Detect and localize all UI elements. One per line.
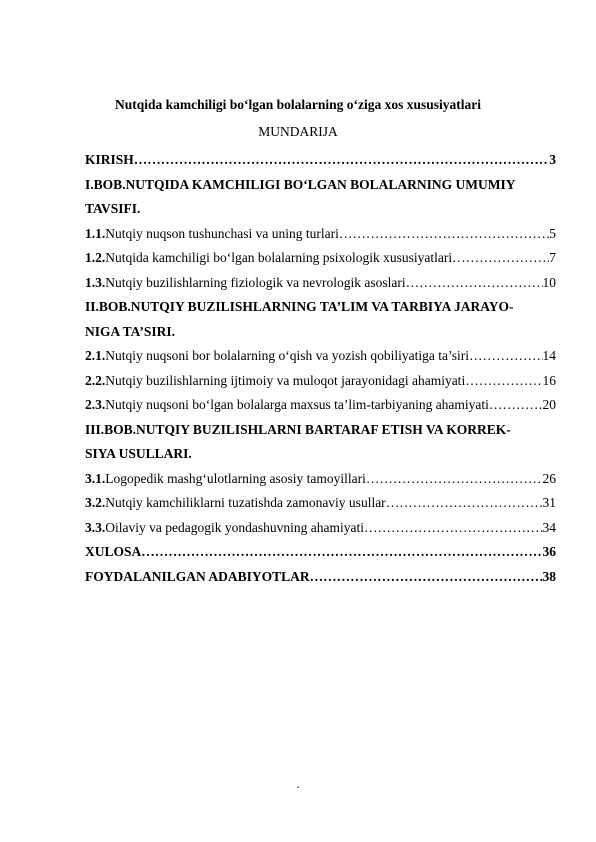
toc-page-number: 5 [549, 225, 556, 241]
document-title: Nutqida kamchiligi bo‘lgan bolalarning o‘ziga xos xususiyatlari [114, 97, 482, 112]
toc-entry-conclusion[interactable] [85, 540, 556, 565]
toc-page-number: 14 [542, 348, 556, 363]
chapter-1-heading-cont: TAVSIFI. [85, 201, 141, 216]
dot-leader [141, 540, 542, 565]
section-number: 1.3. [85, 274, 106, 290]
toc-page-number: 31 [542, 495, 556, 510]
section-number: 1.1. [85, 225, 106, 241]
section-number: 2.3. [85, 397, 106, 412]
toc-page-number: 7 [549, 250, 556, 265]
section-title: Nutqiy nuqson tushunchasi va uning turlari [105, 225, 339, 241]
toc-entry-label: KIRISH [85, 152, 134, 167]
toc-heading: MUNDARIJA [258, 124, 338, 139]
dot-leader [469, 344, 543, 369]
toc-entry-references[interactable] [85, 565, 556, 590]
dot-leader [465, 369, 542, 394]
footer-mark: . [296, 777, 300, 791]
dot-leader [489, 393, 543, 418]
section-title: Nutqiy kamchiliklarni tuzatishda zamonaviy usullar [105, 495, 386, 510]
chapter-3-heading-cont: SIYA USULLARI. [85, 446, 192, 461]
chapter-3-heading[interactable]: III.BOB.NUTQIY BUZILISHLARNI BARTARAF ETISH VA KORREK- [85, 421, 511, 437]
dot-leader [339, 222, 549, 247]
section-title: Nutqiy buzilishlarning ijtimoiy va muloqot jarayonidagi ahamiyati [105, 372, 466, 388]
toc-page-number: 3 [549, 152, 556, 167]
section-title: Logopedik mashg‘ulotlarning asosiy tamoyillari [105, 470, 366, 486]
toc-entry-label: FOYDALANILGAN ADABIYOTLAR [85, 568, 310, 584]
dot-leader [310, 565, 543, 590]
section-title: Nutqiy nuqsoni bo‘lgan bolalarga maxsus ta’lim-tarbiyaning ahamiyati [105, 397, 489, 412]
toc-entry[interactable] [85, 369, 556, 394]
toc-entry-intro[interactable] [85, 148, 556, 173]
dot-leader [134, 148, 549, 173]
toc-entry[interactable] [85, 491, 556, 516]
dot-leader [386, 491, 543, 516]
toc-entry[interactable] [85, 344, 556, 369]
toc-page-number: 36 [542, 544, 556, 559]
chapter-2-heading[interactable]: II.BOB.NUTQIY BUZILISHLARNING TA’LIM VA TARBIYA JARAYO- [85, 299, 514, 314]
chapter-2-heading-cont: NIGA TA’SIRI. [85, 323, 176, 339]
dot-leader [452, 246, 549, 271]
toc-page-number: 26 [542, 470, 556, 486]
toc-page-number: 34 [542, 519, 556, 535]
toc-page-number: 20 [542, 397, 556, 412]
section-number: 3.3. [85, 519, 106, 535]
section-number: 3.1. [85, 470, 106, 486]
toc-page-number: 10 [542, 274, 556, 290]
toc-entry[interactable] [85, 246, 556, 271]
toc-entry[interactable] [85, 393, 556, 418]
dot-leader [406, 271, 543, 296]
toc-page-number: 38 [542, 568, 556, 584]
toc-entry[interactable] [85, 516, 556, 541]
toc-entry[interactable] [85, 271, 556, 296]
section-number: 1.2. [85, 250, 106, 265]
dot-leader [364, 516, 543, 541]
chapter-1-heading[interactable]: I.BOB.NUTQIDA KAMCHILIGI BO‘LGAN BOLALARNING UMUMIY [85, 176, 516, 192]
toc-entry[interactable] [85, 467, 556, 492]
table-of-contents [85, 148, 556, 589]
section-title: Nutqiy nuqsoni bor bolalarning o‘qish va yozish qobiliyatiga ta’siri [105, 348, 469, 363]
dot-leader [366, 467, 543, 492]
section-title: Nutqiy buzilishlarning fiziologik va nevrologik asoslari [105, 274, 406, 290]
section-number: 2.1. [85, 348, 106, 363]
toc-page-number: 16 [542, 372, 556, 388]
section-number: 3.2. [85, 495, 106, 510]
toc-entry-label: XULOSA [85, 544, 142, 559]
toc-entry[interactable] [85, 222, 556, 247]
section-title: Nutqida kamchiligi bo‘lgan bolalarning psixologik xususiyatlari [105, 250, 453, 265]
section-title: Oilaviy va pedagogik yondashuvning ahamiyati [105, 519, 364, 535]
section-number: 2.2. [85, 372, 106, 388]
